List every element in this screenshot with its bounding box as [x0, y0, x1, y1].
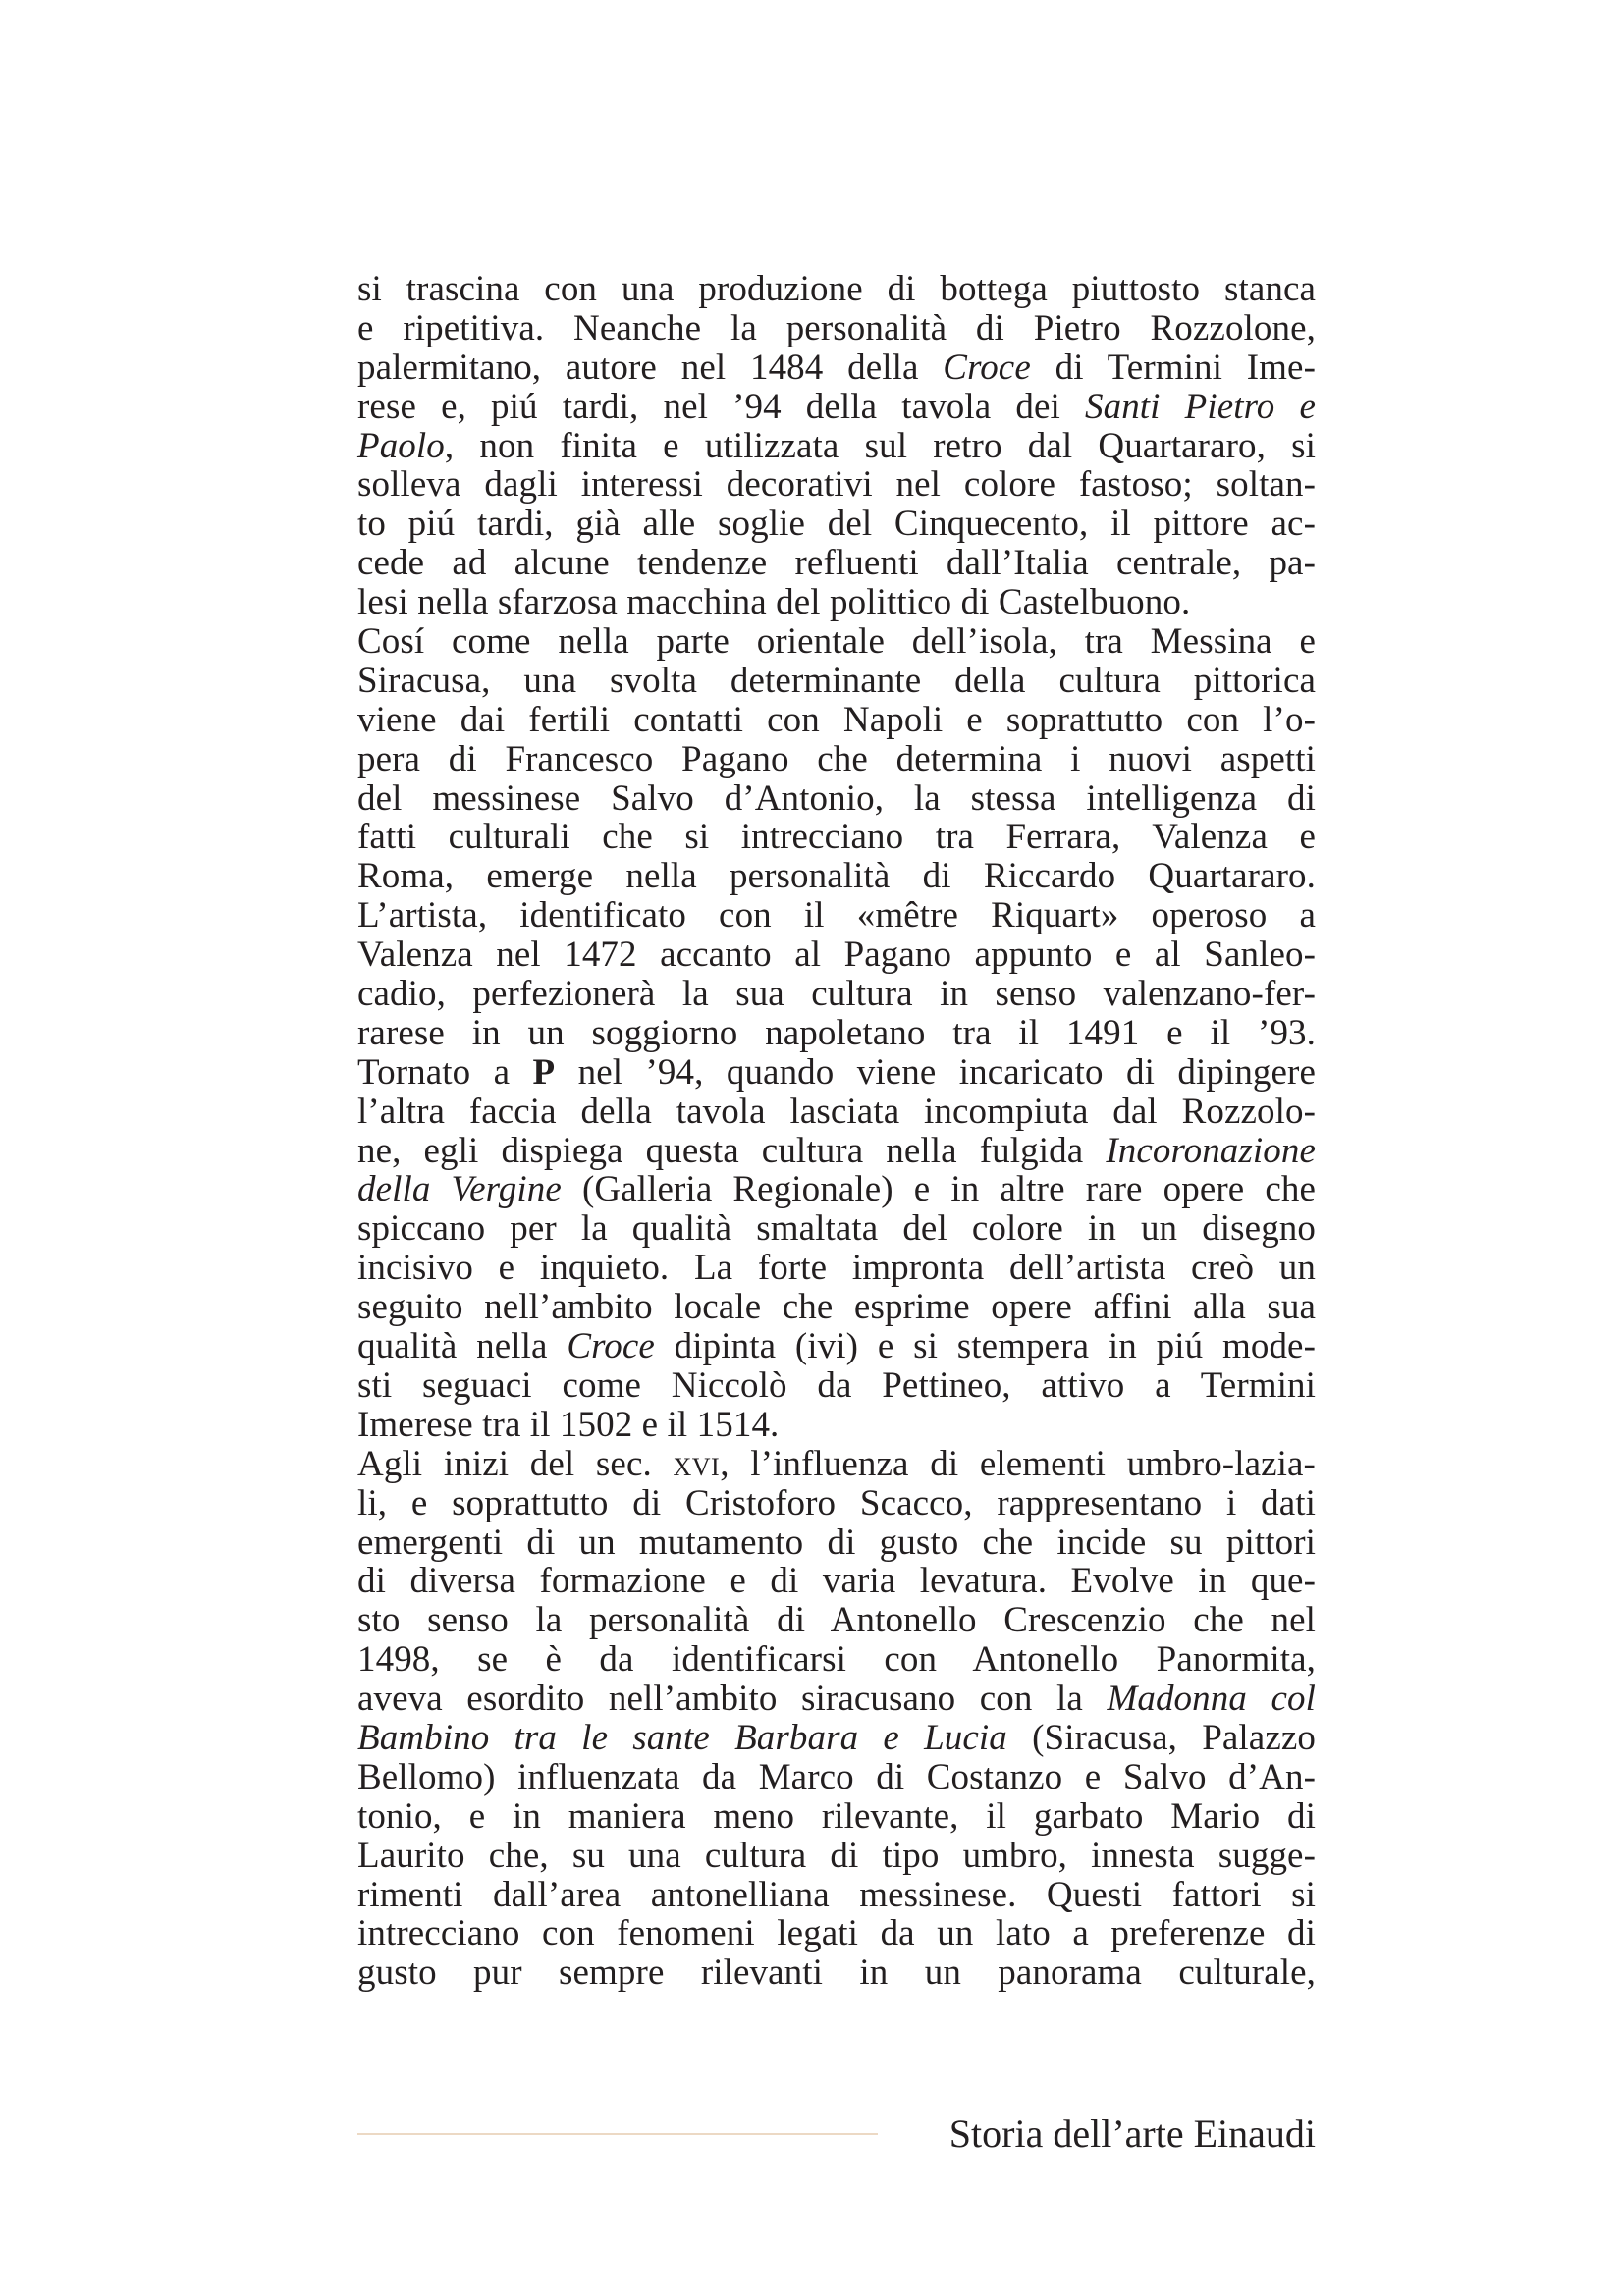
text-line [357, 1562, 1316, 1601]
text-line [357, 1640, 1316, 1680]
text-line [357, 1953, 1316, 1993]
text-line [357, 270, 1316, 309]
text-line [357, 1523, 1316, 1563]
text-run: cede ad alcune tendenze refluenti dall’Italia centrale, pa- [357, 543, 1316, 584]
text-run: tonio, e in maniera meno rilevante, il garbato Mario di [357, 1795, 1316, 1837]
text-line [357, 1366, 1316, 1406]
italic-title: Croce [567, 1326, 655, 1367]
text-line [357, 818, 1316, 857]
footer-rule [357, 2133, 878, 2135]
footer-title: Storia dell’arte Einaudi [948, 2111, 1316, 2156]
text-line [357, 975, 1316, 1014]
text-line [357, 309, 1316, 348]
text-run: di Termini Ime- [1030, 347, 1316, 388]
text-line [357, 1288, 1316, 1327]
text-line [357, 1758, 1316, 1797]
text-line [357, 505, 1316, 544]
italic-title: Bambino tra le sante Barbara e Lucia [357, 1717, 1007, 1758]
text-line [357, 348, 1316, 388]
text-line [357, 1406, 1316, 1445]
text-line [357, 1053, 1316, 1093]
text-run: cadio, perfezionerà la sua cultura in senso valenzano-fer- [357, 974, 1316, 1015]
text-run: Laurito che, su una cultura di tipo umbro, innesta sugge- [357, 1835, 1316, 1876]
text-run: rarese in un soggiorno napoletano tra il 1491 e il ’93. [357, 1012, 1316, 1053]
text-line [357, 465, 1316, 505]
text-line [357, 1327, 1316, 1366]
text-run: Roma, emerge nella personalità di Riccardo Quartararo. [357, 856, 1316, 897]
text-run: ne, egli dispiega questa cultura nella fulgida [357, 1130, 1107, 1171]
text-run: viene dai fertili contatti con Napoli e soprattutto con l’o- [357, 699, 1316, 740]
text-run: 1498, se è da identificarsi con Antonello Panormita, [357, 1639, 1316, 1681]
text-run: (Galleria Regionale) e in altre rare opere che [561, 1169, 1317, 1210]
text-run: intrecciano con fenomeni legati da un lato a preferenze di [357, 1913, 1316, 1954]
italic-title: Incoronazione [1106, 1130, 1316, 1171]
text-line [357, 701, 1316, 740]
text-run: Bellomo) influenzata da Marco di Costanzo e Salvo d’An- [357, 1756, 1316, 1797]
text-run: (Siracusa, Palazzo [1006, 1717, 1316, 1758]
text-run: solleva dagli interessi decorativi nel colore fastoso; soltan- [357, 464, 1316, 506]
bold-abbreviation: P [532, 1051, 556, 1093]
text-run: di diversa formazione e di varia levatura. Evolve in que- [357, 1561, 1316, 1602]
text-run: aveva esordito nell’ambito siracusano con la [357, 1679, 1108, 1720]
text-line [357, 896, 1316, 935]
text-run: si trascina con una produzione di bottega piuttosto stanca [357, 269, 1316, 309]
text-line [357, 388, 1316, 427]
italic-title: Santi Pietro e [1085, 386, 1316, 427]
text-line [357, 1132, 1316, 1171]
text-run: li, e soprattutto di Cristoforo Scacco, rappresentano i dati [357, 1482, 1316, 1523]
text-run: seguito nell’ambito locale che esprime opere affini alla sua [357, 1287, 1316, 1328]
italic-title: Madonna col [1107, 1679, 1316, 1720]
text-line [357, 1797, 1316, 1837]
text-line [357, 1719, 1316, 1758]
text-line [357, 1680, 1316, 1719]
text-line [357, 1876, 1316, 1915]
text-run: spiccano per la qualità smaltata del colore in un disegno [357, 1208, 1316, 1250]
text-run: fatti culturali che si intrecciano tra Ferrara, Valenza e [357, 817, 1316, 858]
text-run: Agli inizi del sec. [357, 1443, 674, 1484]
text-run: dipinta (ivi) e si stempera in piú mode- [654, 1326, 1316, 1367]
text-line [357, 935, 1316, 975]
text-line [357, 1445, 1316, 1484]
text-run: lesi nella sfarzosa macchina del polittico di Castelbuono. [357, 582, 1191, 623]
text-line [357, 1914, 1316, 1953]
italic-title: Croce [943, 347, 1031, 388]
text-run: nel ’94, quando viene incaricato di dipingere [555, 1051, 1316, 1093]
text-line [357, 1093, 1316, 1132]
text-run: rimenti dall’area antonelliana messinese. Questi fattori si [357, 1874, 1316, 1915]
text-line [357, 1601, 1316, 1640]
text-line [357, 1484, 1316, 1523]
text-run: qualità nella [357, 1326, 568, 1367]
text-line [357, 622, 1316, 662]
text-run: , non finita e utilizzata sul retro dal Quartararo, si [444, 425, 1316, 466]
text-run: Tornato a [357, 1051, 533, 1093]
text-line [357, 1014, 1316, 1053]
text-line [357, 1249, 1316, 1288]
text-run: e ripetitiva. Neanche la personalità di Pietro Rozzolone, [357, 307, 1316, 348]
text-run: sto senso la personalità di Antonello Crescenzio che nel [357, 1600, 1316, 1641]
text-line [357, 544, 1316, 583]
text-line [357, 857, 1316, 896]
italic-title: della Vergine [357, 1169, 562, 1210]
page-footer [357, 2110, 1316, 2160]
text-run: to piú tardi, già alle soglie del Cinquecento, il pittore ac- [357, 504, 1316, 545]
italic-title: Paolo [357, 425, 445, 466]
text-line [357, 1837, 1316, 1876]
text-run: , l’influenza di elementi umbro-lazia- [720, 1443, 1316, 1484]
text-run: pera di Francesco Pagano che determina i nuovi aspetti [357, 738, 1316, 779]
text-line [357, 740, 1316, 779]
text-run: Imerese tra il 1502 e il 1514. [357, 1404, 780, 1445]
text-line [357, 1209, 1316, 1249]
text-run: L’artista, identificato con il «mêtre Riquart» operoso a [357, 895, 1316, 936]
text-line [357, 779, 1316, 819]
text-run: l’altra faccia della tavola lasciata incompiuta dal Rozzolo- [357, 1091, 1316, 1132]
text-line [357, 1170, 1316, 1209]
text-line [357, 662, 1316, 701]
text-run: Valenza nel 1472 accanto al Pagano appunto e al Sanleo- [357, 934, 1316, 976]
text-run: sti seguaci come Niccolò da Pettineo, attivo a Termini [357, 1364, 1316, 1406]
text-run: Cosí come nella parte orientale dell’isola, tra Messina e [357, 621, 1316, 663]
text-line [357, 583, 1316, 622]
body-text [357, 270, 1316, 1993]
text-run: emergenti di un mutamento di gusto che incide su pittori [357, 1522, 1316, 1563]
text-run: Siracusa, una svolta determinante della cultura pittorica [357, 660, 1316, 701]
text-run: gusto pur sempre rilevanti in un panorama culturale, [357, 1952, 1316, 1994]
text-run: palermitano, autore nel 1484 della [357, 347, 944, 388]
text-run: incisivo e inquieto. La forte impronta dell’artista creò un [357, 1248, 1316, 1289]
small-caps-numeral: xvi [673, 1443, 721, 1484]
text-line [357, 427, 1316, 466]
text-run: rese e, piú tardi, nel ’94 della tavola dei [357, 386, 1085, 427]
text-run: del messinese Salvo d’Antonio, la stessa intelligenza di [357, 777, 1316, 819]
